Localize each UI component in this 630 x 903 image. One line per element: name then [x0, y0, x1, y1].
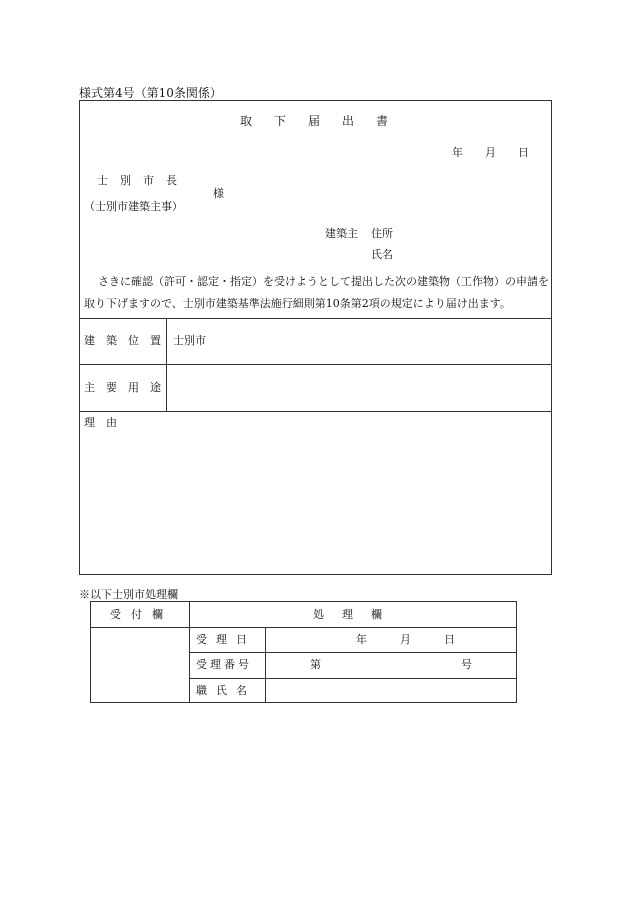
receipt-date-value: 年 月 日: [356, 633, 455, 646]
reason-label: 理由: [84, 416, 128, 429]
addressee-honorific: 様: [213, 187, 224, 200]
label-column-divider: [166, 318, 167, 411]
staff-name-label: 職氏名: [196, 684, 256, 697]
applicant-role: 建築主: [325, 227, 358, 240]
row-divider-2: [79, 364, 552, 365]
row-divider-1: [79, 318, 552, 319]
office-header-divider: [90, 627, 517, 628]
applicant-address-label: 住所: [371, 227, 393, 240]
receipt-number-prefix: 第: [310, 658, 321, 671]
processing-row-divider-2: [189, 678, 517, 679]
receipt-number-label: 受理番号: [196, 658, 252, 671]
form-number: 様式第4号（第10条関係）: [79, 86, 222, 100]
processing-row-divider-1: [189, 652, 517, 653]
body-text-line1: さきに確認（許可・認定・指定）を受けようとして提出した次の建築物（工作物）の申請を: [98, 275, 549, 288]
addressee-mayor: 士別市長: [97, 174, 189, 187]
location-value: 士別市: [173, 334, 206, 347]
reception-header: 受付欄: [110, 608, 173, 621]
location-label: 建築位置: [84, 334, 172, 347]
office-use-note: ※以下士別市処理欄: [79, 588, 178, 601]
date-line: 年 月 日: [452, 146, 529, 159]
processing-header: 処理欄: [313, 608, 400, 621]
addressee-official: （士別市建築主事）: [84, 200, 183, 213]
form-title: 取下届出書: [240, 114, 411, 128]
body-text-line2: 取り下げますので、士別市建築基準法施行細則第10条第2項の規定により届け出ます。: [84, 297, 511, 310]
receipt-date-label: 受理日: [196, 633, 256, 646]
row-divider-3: [79, 411, 552, 412]
processing-label-divider: [265, 627, 266, 703]
receipt-number-suffix: 号: [461, 658, 472, 671]
applicant-name-label: 氏名: [371, 248, 393, 261]
use-label: 主要用途: [84, 381, 172, 394]
